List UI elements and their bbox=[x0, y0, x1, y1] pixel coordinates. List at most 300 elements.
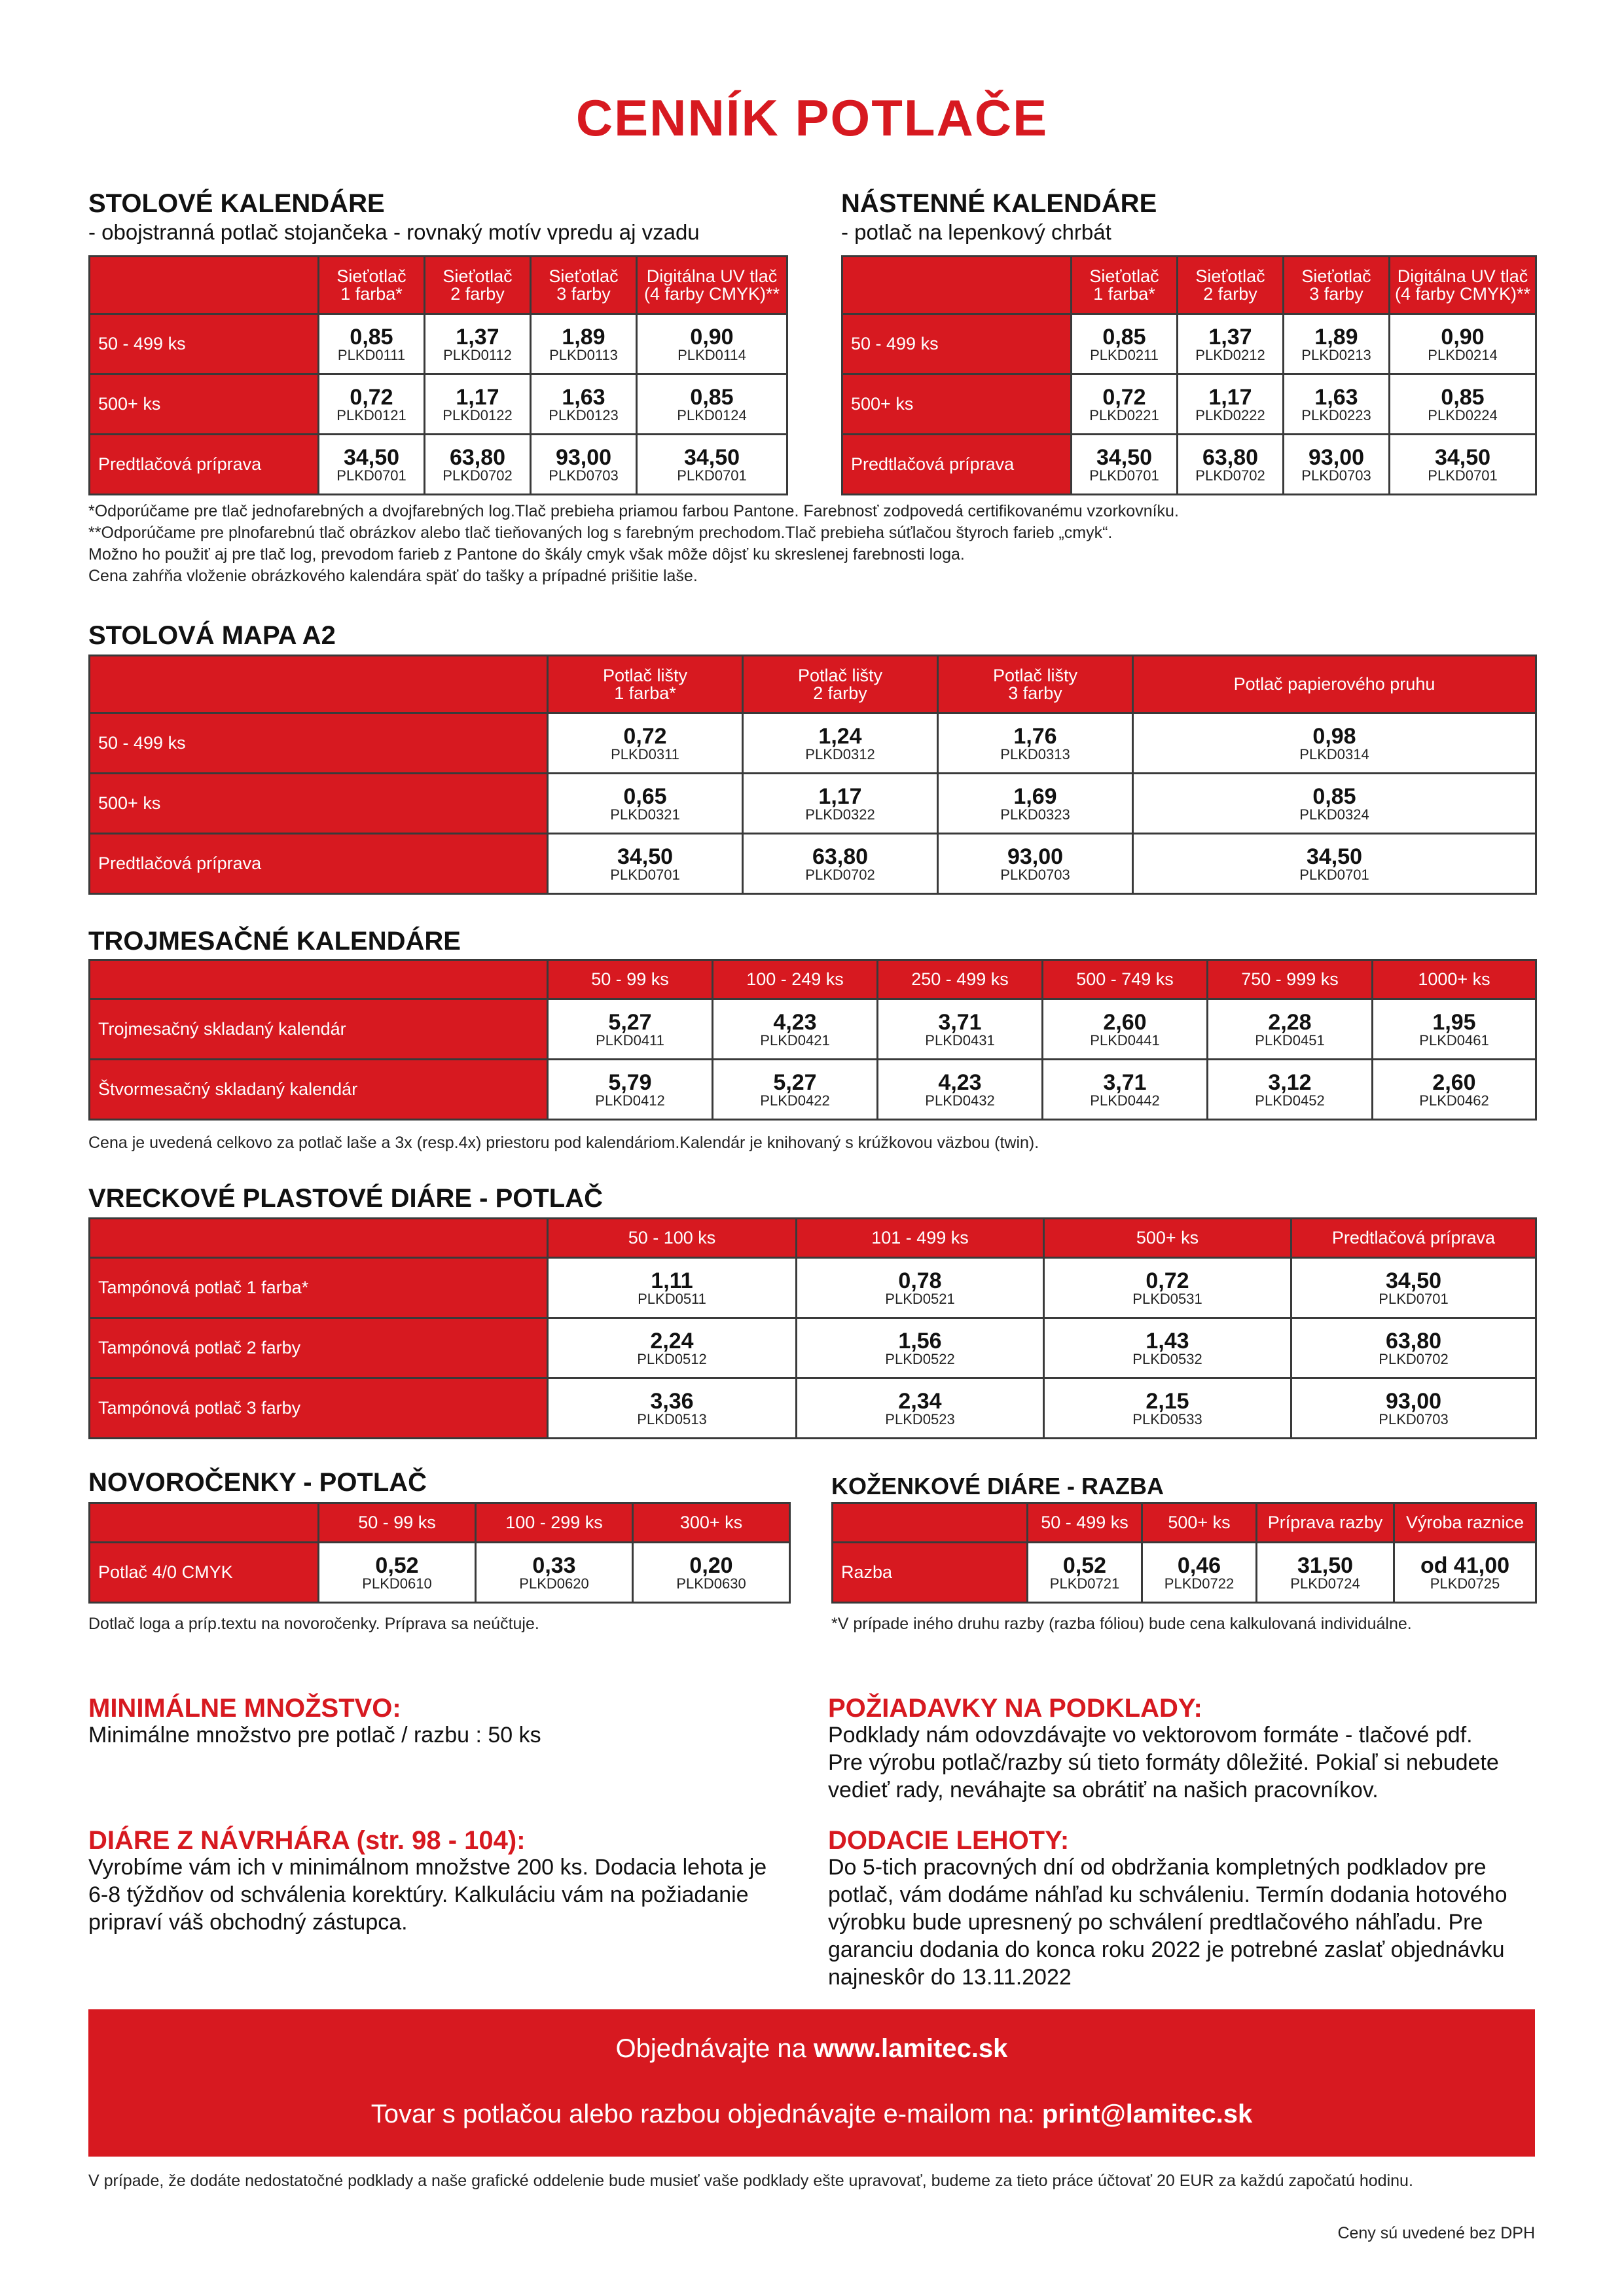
price-cell bbox=[1133, 713, 1536, 774]
price-value: 0,65 bbox=[623, 783, 667, 809]
price-cell bbox=[319, 314, 425, 374]
price-value: 2,24 bbox=[650, 1328, 694, 1354]
price-cell bbox=[633, 1543, 790, 1603]
page-title: CENNÍK POTLAČE bbox=[575, 89, 1049, 147]
banner-web-prefix: Objednávajte na bbox=[615, 2034, 814, 2063]
row-label: Tampónová potlač 2 farby bbox=[90, 1318, 548, 1378]
price-value: 1,63 bbox=[1314, 384, 1358, 410]
product-code: PLKD0441 bbox=[1090, 1031, 1160, 1049]
price-cell bbox=[1208, 999, 1373, 1060]
banner-line-web bbox=[88, 2034, 1535, 2064]
table-row bbox=[90, 834, 1536, 894]
price-value: 0,72 bbox=[1102, 384, 1146, 410]
price-value: 1,17 bbox=[1208, 384, 1252, 410]
table-header-row bbox=[90, 1503, 790, 1543]
table-header-row bbox=[90, 257, 787, 314]
price-cell bbox=[743, 713, 938, 774]
price-value: 2,60 bbox=[1432, 1069, 1476, 1095]
column-header bbox=[1044, 1219, 1291, 1258]
product-code: PLKD0630 bbox=[676, 1575, 746, 1592]
requirements-line: Pre výrobu potlač/razby sú tieto formáty dôležité. Pokiaľ si nebudete bbox=[828, 1750, 1499, 1775]
product-code: PLKD0533 bbox=[1132, 1410, 1202, 1427]
column-header-line: 3 farby bbox=[1309, 283, 1363, 304]
table-header-row bbox=[833, 1503, 1536, 1543]
price-value: 1,17 bbox=[818, 783, 862, 809]
diare-text bbox=[88, 1854, 767, 1936]
product-code: PLKD0532 bbox=[1132, 1350, 1202, 1367]
price-value: 2,28 bbox=[1268, 1009, 1312, 1035]
diare-line: Vyrobíme vám ich v minimálnom množstve 200 ks. Dodacia lehota je bbox=[88, 1855, 767, 1880]
column-header-line: 2 farby bbox=[813, 683, 867, 703]
column-header bbox=[548, 656, 743, 713]
row-label: 500+ ks bbox=[90, 374, 319, 435]
column-header bbox=[637, 257, 787, 314]
price-cell bbox=[1028, 1543, 1142, 1603]
price-value: 31,50 bbox=[1297, 1552, 1354, 1578]
website-link[interactable]: www.lamitec.sk bbox=[814, 2034, 1008, 2063]
row-label: Štvormesačný skladaný kalendár bbox=[90, 1060, 548, 1120]
product-code: PLKD0701 bbox=[336, 467, 406, 484]
column-header-line: 300+ ks bbox=[679, 1513, 743, 1532]
price-value: 2,34 bbox=[898, 1388, 942, 1414]
section-title-nastenne: NÁSTENNÉ KALENDÁRE bbox=[841, 189, 1157, 218]
price-value: 0,85 bbox=[1102, 324, 1146, 350]
price-cell bbox=[548, 1258, 797, 1318]
price-value: 1,89 bbox=[562, 324, 605, 350]
price-value: 34,50 bbox=[683, 444, 740, 470]
price-cell bbox=[1178, 374, 1284, 435]
price-cell bbox=[531, 374, 637, 435]
column-header-line: Sieťotlač bbox=[336, 266, 406, 286]
table-row bbox=[842, 314, 1536, 374]
price-value: 0,33 bbox=[532, 1552, 576, 1578]
column-header-line: Výroba raznice bbox=[1405, 1513, 1525, 1532]
table-corner bbox=[90, 960, 548, 999]
price-cell bbox=[531, 314, 637, 374]
price-value: 0,85 bbox=[1312, 783, 1356, 809]
price-value: 0,85 bbox=[350, 324, 393, 350]
column-header bbox=[425, 257, 531, 314]
price-cell bbox=[1291, 1258, 1536, 1318]
price-value: 34,50 bbox=[1306, 844, 1363, 869]
product-code: PLKD0523 bbox=[885, 1410, 955, 1427]
column-header bbox=[319, 1503, 476, 1543]
section-title-trojmesacne: TROJMESAČNÉ KALENDÁRE bbox=[88, 927, 461, 956]
column-header-line: Potlač lišty bbox=[992, 665, 1078, 685]
product-code: PLKD0701 bbox=[1379, 1290, 1449, 1307]
price-cell bbox=[1043, 1060, 1208, 1120]
column-header-line: Sieťotlač bbox=[1089, 266, 1159, 286]
column-header bbox=[1133, 656, 1536, 713]
row-label: Tampónová potlač 1 farba* bbox=[90, 1258, 548, 1318]
product-code: PLKD0701 bbox=[1089, 467, 1159, 484]
table-row bbox=[90, 713, 1536, 774]
price-cell bbox=[1291, 1378, 1536, 1439]
delivery-line: Do 5-tich pracovných dní od obdržania kompletných podkladov pre bbox=[828, 1855, 1487, 1880]
product-code: PLKD0123 bbox=[549, 406, 619, 423]
price-value: 1,56 bbox=[898, 1328, 942, 1354]
price-cell bbox=[1178, 314, 1284, 374]
price-cell bbox=[1072, 374, 1178, 435]
column-header-line: 50 - 99 ks bbox=[591, 969, 669, 989]
product-code: PLKD0702 bbox=[442, 467, 513, 484]
column-header bbox=[1257, 1503, 1394, 1543]
price-cell bbox=[425, 435, 531, 495]
table-row bbox=[842, 435, 1536, 495]
diare-line: pripraví váš obchodný zástupca. bbox=[88, 1910, 408, 1935]
column-header bbox=[797, 1219, 1044, 1258]
requirements-line: vedieť rady, neváhajte sa obrátiť na našich pracovníkov. bbox=[828, 1778, 1379, 1803]
price-value: 1,37 bbox=[1208, 324, 1252, 350]
row-label: 500+ ks bbox=[90, 774, 548, 834]
column-header-line: Digitálna UV tlač bbox=[646, 266, 778, 286]
vat-note: Ceny sú uvedené bez DPH bbox=[1337, 2224, 1535, 2242]
product-code: PLKD0121 bbox=[336, 406, 406, 423]
column-header bbox=[1178, 257, 1284, 314]
price-value: 63,80 bbox=[1202, 444, 1259, 470]
column-header-line: Sieťotlač bbox=[1195, 266, 1265, 286]
column-header bbox=[1373, 960, 1536, 999]
product-code: PLKD0513 bbox=[637, 1410, 707, 1427]
table-row bbox=[90, 1060, 1536, 1120]
price-cell bbox=[878, 999, 1043, 1060]
table-row bbox=[90, 435, 787, 495]
price-value: 93,00 bbox=[1385, 1388, 1442, 1414]
requirements-title: POŽIADAVKY NA PODKLADY: bbox=[828, 1694, 1202, 1723]
price-value: 1,24 bbox=[818, 723, 862, 749]
price-cell bbox=[1291, 1318, 1536, 1378]
price-cell bbox=[548, 774, 743, 834]
price-cell bbox=[797, 1318, 1044, 1378]
column-header-line: 1 farba* bbox=[614, 683, 676, 703]
table-row bbox=[90, 774, 1536, 834]
column-header bbox=[1390, 257, 1536, 314]
table-row bbox=[90, 1378, 1536, 1439]
price-value: od 41,00 bbox=[1420, 1552, 1510, 1578]
price-value: 0,78 bbox=[898, 1268, 942, 1293]
table-row bbox=[90, 1318, 1536, 1378]
table-corner bbox=[833, 1503, 1028, 1543]
column-header-line: 500+ ks bbox=[1136, 1228, 1199, 1247]
column-header bbox=[1284, 257, 1390, 314]
row-label: Predtlačová príprava bbox=[90, 435, 319, 495]
price-cell bbox=[1257, 1543, 1394, 1603]
product-code: PLKD0324 bbox=[1299, 806, 1369, 823]
product-code: PLKD0702 bbox=[1195, 467, 1265, 484]
price-value: 2,60 bbox=[1103, 1009, 1147, 1035]
product-code: PLKD0422 bbox=[760, 1092, 830, 1109]
table-row bbox=[90, 1258, 1536, 1318]
product-code: PLKD0703 bbox=[1000, 866, 1070, 883]
section-title-vreckove: VRECKOVÉ PLASTOVÉ DIÁRE - POTLAČ bbox=[88, 1184, 604, 1213]
price-cell bbox=[548, 999, 713, 1060]
price-cell bbox=[531, 435, 637, 495]
requirements-line: Podklady nám odovzdávajte vo vektorovom formáte - tlačové pdf. bbox=[828, 1723, 1473, 1748]
column-header-line: 100 - 249 ks bbox=[746, 969, 844, 989]
column-header-line: 3 farby bbox=[1008, 683, 1062, 703]
price-cell bbox=[743, 774, 938, 834]
price-value: 34,50 bbox=[343, 444, 400, 470]
section-subtitle-nastenne: - potlač na lepenkový chrbát bbox=[841, 220, 1111, 244]
column-header-line: Príprava razby bbox=[1267, 1513, 1383, 1532]
price-value: 4,23 bbox=[938, 1069, 982, 1095]
column-header-line: (4 farby CMYK)** bbox=[1394, 283, 1531, 304]
product-code: PLKD0451 bbox=[1255, 1031, 1325, 1049]
price-cell bbox=[1284, 374, 1390, 435]
price-value: 63,80 bbox=[449, 444, 506, 470]
price-cell bbox=[425, 374, 531, 435]
table-row bbox=[90, 1543, 790, 1603]
price-value: 0,52 bbox=[375, 1552, 419, 1578]
price-cell bbox=[1044, 1318, 1291, 1378]
email-link[interactable]: print@lamitec.sk bbox=[1041, 2100, 1253, 2128]
product-code: PLKD0703 bbox=[549, 467, 619, 484]
price-cell bbox=[548, 1318, 797, 1378]
price-cell bbox=[637, 435, 787, 495]
price-cell bbox=[425, 314, 531, 374]
column-header bbox=[1142, 1503, 1257, 1543]
product-code: PLKD0461 bbox=[1419, 1031, 1489, 1049]
note-line: *Odporúčame pre tlač jednofarebných a dvojfarebných log.Tlač prebieha priamou farbou Pantone. Farebnosť zodpovedá certifikovanému vzorkovníku. bbox=[88, 502, 1179, 520]
product-code: PLKD0703 bbox=[1379, 1410, 1449, 1427]
product-code: PLKD0412 bbox=[595, 1092, 665, 1109]
product-code: PLKD0724 bbox=[1290, 1575, 1360, 1592]
product-code: PLKD0522 bbox=[885, 1350, 955, 1367]
column-header bbox=[743, 656, 938, 713]
price-cell bbox=[1142, 1543, 1257, 1603]
price-value: 93,00 bbox=[555, 444, 612, 470]
price-cell bbox=[878, 1060, 1043, 1120]
price-table-nastenne bbox=[841, 255, 1537, 495]
table-corner bbox=[90, 257, 319, 314]
price-value: 0,52 bbox=[1062, 1552, 1107, 1578]
price-value: 0,90 bbox=[690, 324, 734, 350]
row-label: Tampónová potlač 3 farby bbox=[90, 1378, 548, 1439]
price-cell bbox=[1390, 374, 1536, 435]
column-header bbox=[1028, 1503, 1142, 1543]
note-line: **Odporúčame pre plnofarebnú tlač obrázkov alebo tlač tieňovaných log s farebným prechodom.Tlač prebieha súťlačou štyroch farieb „cmyk“. bbox=[88, 524, 1113, 542]
product-code: PLKD0620 bbox=[519, 1575, 589, 1592]
price-value: 0,20 bbox=[689, 1552, 733, 1578]
column-header-line: 3 farby bbox=[556, 283, 611, 304]
price-cell bbox=[1072, 435, 1178, 495]
row-label: 50 - 499 ks bbox=[842, 314, 1072, 374]
column-header-line: Predtlačová príprava bbox=[1331, 1228, 1496, 1247]
price-cell bbox=[1208, 1060, 1373, 1120]
price-cell bbox=[1043, 999, 1208, 1060]
product-code: PLKD0701 bbox=[1428, 467, 1498, 484]
price-value: 0,98 bbox=[1312, 723, 1356, 749]
column-header bbox=[319, 257, 425, 314]
notes-block bbox=[88, 501, 1179, 587]
column-header bbox=[878, 960, 1043, 999]
price-value: 0,85 bbox=[690, 384, 734, 410]
price-cell bbox=[637, 314, 787, 374]
product-code: PLKD0725 bbox=[1430, 1575, 1500, 1592]
note-line: Cena zahŕňa vloženie obrázkového kalendára späť do tašky a prípadné prišitie laše. bbox=[88, 567, 698, 585]
kozenkove-note: *V prípade iného druhu razby (razba fóliou) bude cena kalkulovaná individuálne. bbox=[831, 1615, 1412, 1633]
price-value: 2,15 bbox=[1146, 1388, 1189, 1414]
price-cell bbox=[797, 1378, 1044, 1439]
price-value: 3,71 bbox=[1103, 1069, 1147, 1095]
price-value: 34,50 bbox=[617, 844, 674, 869]
product-code: PLKD0122 bbox=[442, 406, 513, 423]
price-cell bbox=[1133, 834, 1536, 894]
column-header-line: Sieťotlač bbox=[442, 266, 513, 286]
column-header-line: 750 - 999 ks bbox=[1241, 969, 1339, 989]
column-header bbox=[713, 960, 878, 999]
product-code: PLKD0112 bbox=[443, 346, 512, 363]
product-code: PLKD0111 bbox=[337, 346, 406, 363]
price-cell bbox=[548, 1060, 713, 1120]
price-cell bbox=[938, 834, 1133, 894]
product-code: PLKD0531 bbox=[1132, 1290, 1202, 1307]
row-label: 50 - 499 ks bbox=[90, 713, 548, 774]
min-quantity-text: Minimálne množstvo pre potlač / razbu : 50 ks bbox=[88, 1723, 541, 1748]
price-value: 1,37 bbox=[456, 324, 499, 350]
row-label: Predtlačová príprava bbox=[90, 834, 548, 894]
section-title-stolove: STOLOVÉ KALENDÁRE bbox=[88, 189, 385, 218]
product-code: PLKD0224 bbox=[1428, 406, 1498, 423]
table-header-row bbox=[90, 1219, 1536, 1258]
column-header bbox=[476, 1503, 633, 1543]
table-row bbox=[842, 374, 1536, 435]
row-label: Razba bbox=[833, 1543, 1028, 1603]
table-row bbox=[90, 314, 787, 374]
price-value: 0,72 bbox=[1146, 1268, 1189, 1293]
price-cell bbox=[1394, 1543, 1536, 1603]
price-value: 1,63 bbox=[562, 384, 605, 410]
price-cell bbox=[713, 1060, 878, 1120]
table-row bbox=[90, 374, 787, 435]
table-corner bbox=[842, 257, 1072, 314]
price-value: 1,95 bbox=[1432, 1009, 1476, 1035]
section-title-kozenkove: KOŽENKOVÉ DIÁRE - RAZBA bbox=[831, 1473, 1164, 1499]
product-code: PLKD0432 bbox=[925, 1092, 995, 1109]
min-quantity-title: MINIMÁLNE MNOŽSTVO: bbox=[88, 1694, 401, 1723]
price-table-kozenkove bbox=[831, 1502, 1537, 1604]
price-value: 5,27 bbox=[608, 1009, 652, 1035]
price-cell bbox=[319, 374, 425, 435]
product-code: PLKD0223 bbox=[1301, 406, 1371, 423]
delivery-line: potlač, vám dodáme náhľad ku schváleniu. Termín dodania hotového bbox=[828, 1882, 1507, 1907]
price-value: 1,76 bbox=[1013, 723, 1057, 749]
price-table-vreckove bbox=[88, 1217, 1537, 1439]
product-code: PLKD0322 bbox=[805, 806, 875, 823]
price-value: 5,27 bbox=[773, 1069, 817, 1095]
delivery-title: DODACIE LEHOTY: bbox=[828, 1826, 1070, 1855]
column-header-line: 1 farba* bbox=[1093, 283, 1155, 304]
row-label: 50 - 499 ks bbox=[90, 314, 319, 374]
price-value: 0,90 bbox=[1441, 324, 1485, 350]
column-header-line: Sieťotlač bbox=[1301, 266, 1371, 286]
price-cell bbox=[1373, 1060, 1536, 1120]
table-header-row bbox=[90, 656, 1536, 713]
section-title-mapa: STOLOVÁ MAPA A2 bbox=[88, 621, 336, 650]
product-code: PLKD0313 bbox=[1000, 745, 1070, 762]
price-cell bbox=[1044, 1258, 1291, 1318]
price-value: 1,69 bbox=[1013, 783, 1057, 809]
diare-line: 6-8 týždňov od schválenia korektúry. Kalkuláciu vám na požiadanie bbox=[88, 1882, 749, 1907]
column-header-line: 250 - 499 ks bbox=[911, 969, 1009, 989]
product-code: PLKD0421 bbox=[760, 1031, 830, 1049]
table-row bbox=[833, 1543, 1536, 1603]
price-cell bbox=[319, 435, 425, 495]
delivery-line: najneskôr do 13.11.2022 bbox=[828, 1965, 1072, 1990]
product-code: PLKD0701 bbox=[1299, 866, 1369, 883]
product-code: PLKD0703 bbox=[1301, 467, 1371, 484]
price-value: 0,72 bbox=[350, 384, 393, 410]
banner-email-prefix: Tovar s potlačou alebo razbou objednávajte e-mailom na: bbox=[370, 2100, 1042, 2128]
column-header bbox=[1208, 960, 1373, 999]
product-code: PLKD0222 bbox=[1195, 406, 1265, 423]
product-code: PLKD0442 bbox=[1090, 1092, 1160, 1109]
product-code: PLKD0521 bbox=[885, 1290, 955, 1307]
delivery-line: výrobku bude upresnený po schválení predtlačového náhľadu. Pre bbox=[828, 1910, 1483, 1935]
price-value: 1,17 bbox=[456, 384, 499, 410]
column-header bbox=[938, 656, 1133, 713]
column-header bbox=[1043, 960, 1208, 999]
price-value: 0,46 bbox=[1177, 1552, 1221, 1578]
column-header-line: 2 farby bbox=[1203, 283, 1257, 304]
price-cell bbox=[476, 1543, 633, 1603]
price-value: 0,85 bbox=[1441, 384, 1485, 410]
price-cell bbox=[1373, 999, 1536, 1060]
column-header bbox=[531, 257, 637, 314]
price-value: 1,89 bbox=[1314, 324, 1358, 350]
column-header bbox=[548, 960, 713, 999]
product-code: PLKD0512 bbox=[637, 1350, 707, 1367]
row-label: 500+ ks bbox=[842, 374, 1072, 435]
column-header-line: 50 - 100 ks bbox=[628, 1228, 716, 1247]
table-corner bbox=[90, 1219, 548, 1258]
price-value: 63,80 bbox=[812, 844, 869, 869]
product-code: PLKD0321 bbox=[610, 806, 680, 823]
price-value: 1,43 bbox=[1146, 1328, 1189, 1354]
price-value: 34,50 bbox=[1434, 444, 1491, 470]
column-header-line: Potlač lišty bbox=[797, 665, 883, 685]
price-table-trojmesacne bbox=[88, 959, 1537, 1121]
column-header-line: 2 farby bbox=[450, 283, 505, 304]
price-cell bbox=[1072, 314, 1178, 374]
price-cell bbox=[1390, 314, 1536, 374]
price-value: 34,50 bbox=[1096, 444, 1153, 470]
product-code: PLKD0212 bbox=[1195, 346, 1265, 363]
product-code: PLKD0314 bbox=[1299, 745, 1369, 762]
table-header-row bbox=[842, 257, 1536, 314]
price-value: 93,00 bbox=[1007, 844, 1064, 869]
price-value: 3,71 bbox=[938, 1009, 982, 1035]
price-cell bbox=[938, 774, 1133, 834]
price-value: 63,80 bbox=[1385, 1328, 1442, 1354]
note-line: Možno ho použiť aj pre tlač log, prevodom farieb z Pantone do škály cmyk však môže dôjsť ku skreslenej farebnosti loga. bbox=[88, 545, 965, 564]
price-value: 0,72 bbox=[623, 723, 667, 749]
price-cell bbox=[1284, 314, 1390, 374]
table-corner bbox=[90, 1503, 319, 1543]
product-code: PLKD0610 bbox=[362, 1575, 432, 1592]
column-header-line: Digitálna UV tlač bbox=[1397, 266, 1528, 286]
trojmesacne-note: Cena je uvedená celkovo za potlač laše a 3x (resp.4x) priestoru pod kalendáriom.Kalendár je knihovaný s krúžkovou väzbou (twin). bbox=[88, 1134, 1039, 1152]
product-code: PLKD0722 bbox=[1164, 1575, 1235, 1592]
product-code: PLKD0221 bbox=[1089, 406, 1159, 423]
diare-title: DIÁRE Z NÁVRHÁRA (str. 98 - 104): bbox=[88, 1826, 526, 1855]
column-header-line: 50 - 99 ks bbox=[358, 1513, 436, 1532]
product-code: PLKD0452 bbox=[1255, 1092, 1325, 1109]
price-value: 4,23 bbox=[773, 1009, 817, 1035]
product-code: PLKD0511 bbox=[638, 1290, 706, 1307]
column-header-line: 101 - 499 ks bbox=[871, 1228, 969, 1247]
requirements-text bbox=[828, 1721, 1499, 1804]
